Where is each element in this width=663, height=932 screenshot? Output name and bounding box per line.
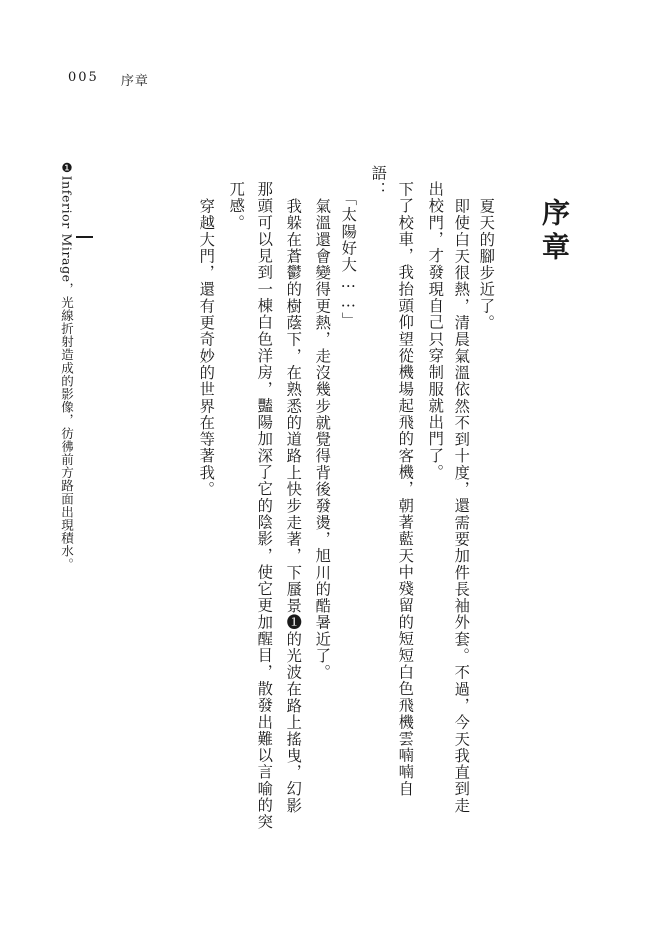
text-column: 我躲在蒼鬱的樹蔭下，在熟悉的道路上快步走著，下蜃景❶的光波在路上搖曳，幻影: [284, 198, 303, 815]
chapter-title: 序章: [538, 198, 571, 266]
text-column: 語：: [369, 165, 388, 199]
running-header: [68, 70, 149, 89]
page-number: 005: [68, 70, 99, 85]
text-column: 即使白天很熱，清晨氣溫依然不到十度，還需要加件長袖外套。不過，今天我直到走: [452, 198, 471, 815]
footnote: ❶Inferior Mirage，光線折射造成的影像，彷彿前方路面出現積水。: [59, 160, 75, 571]
text-column: 夏天的腳步近了。: [477, 198, 496, 332]
footnote-divider: [76, 236, 93, 238]
text-column: 兀感。: [227, 181, 246, 231]
text-column: 出校門，才發現自己只穿制服就出門了。: [426, 181, 445, 481]
running-section-title: 序章: [120, 74, 149, 89]
text-column: 下了校車，我抬頭仰望從機場起飛的客機，朝著藍天中殘留的短短白色飛機雲喃喃自: [396, 181, 415, 798]
text-column: 穿越大門，還有更奇妙的世界在等著我。: [197, 198, 216, 498]
text-column: 「太陽好大……」: [339, 190, 358, 329]
text-column: 氣溫還會變得更熱，走沒幾步就覺得背後發燙，旭川的酷暑近了。: [313, 198, 332, 681]
text-column: 那頭可以見到一棟白色洋房，豔陽加深了它的陰影，使它更加醒目，散發出難以言喻的突: [255, 181, 274, 831]
